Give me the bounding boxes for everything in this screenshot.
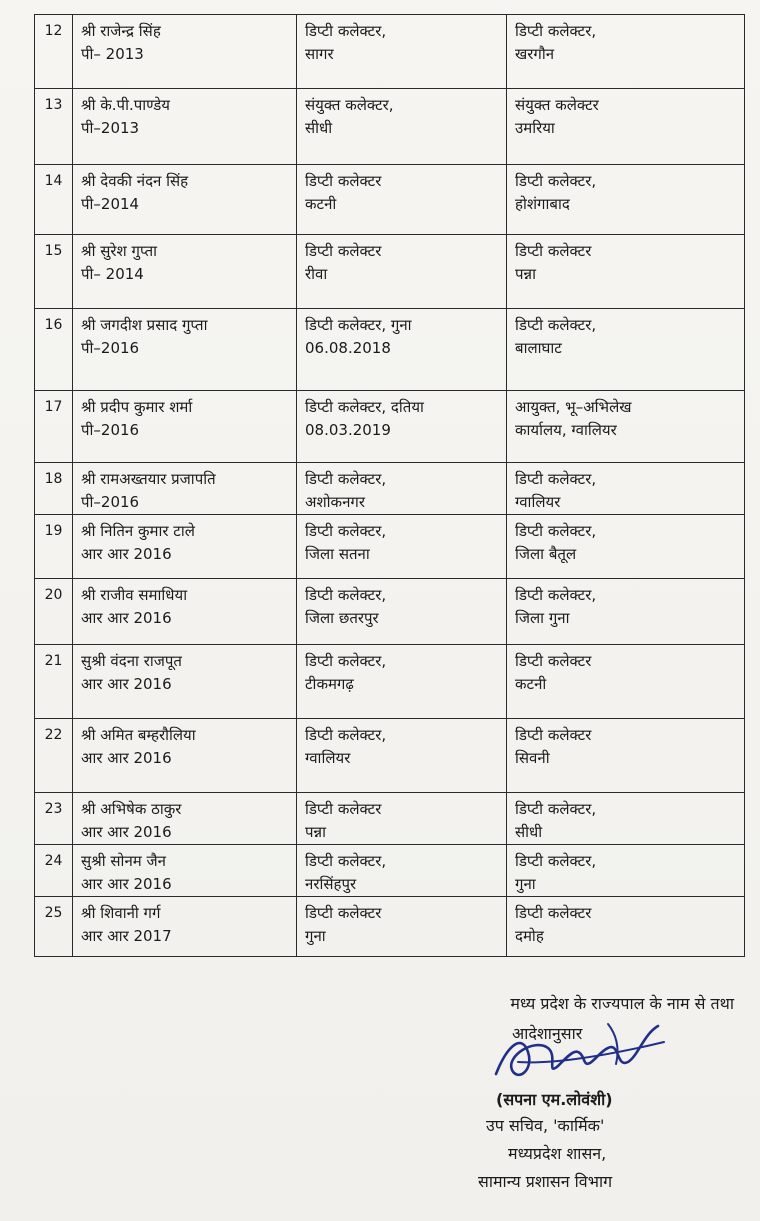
officer-cell: [73, 897, 297, 957]
new-post: डिप्टी कलेक्टर,: [515, 470, 597, 488]
officer-cell: [73, 89, 297, 165]
officer-batch: आर आर 2016: [81, 823, 172, 841]
new-post: डिप्टी कलेक्टर,: [515, 800, 597, 818]
new-place: दमोह: [515, 927, 544, 945]
table-row: [35, 793, 745, 845]
current-post: डिप्टी कलेक्टर,: [305, 470, 387, 488]
new-place: कार्यालय, ग्वालियर: [515, 421, 617, 439]
serial-number: 14: [44, 173, 63, 189]
current-post: डिप्टी कलेक्टर,: [305, 852, 387, 870]
new-place: कटनी: [515, 675, 547, 693]
current-place: जिला छतरपुर: [305, 609, 379, 627]
new-posting-cell: [507, 463, 745, 515]
new-post: डिप्टी कलेक्टर,: [515, 316, 597, 334]
serial-number-cell: [35, 897, 73, 957]
current-place: ग्वालियर: [305, 749, 351, 767]
table-row: [35, 463, 745, 515]
current-place: नरसिंहपुर: [305, 875, 357, 893]
by-order-line: आदेशानुसार: [512, 1024, 583, 1043]
current-place: 08.03.2019: [305, 421, 391, 439]
table-row: [35, 165, 745, 235]
officer-name: श्री सुरेश गुप्ता: [81, 242, 158, 260]
current-place: सीधी: [305, 119, 333, 137]
officer-cell: [73, 463, 297, 515]
current-post: डिप्टी कलेक्टर, दतिया: [305, 398, 424, 416]
new-place: सीधी: [515, 823, 543, 841]
current-post: डिप्टी कलेक्टर: [305, 800, 382, 818]
officer-cell: [73, 235, 297, 309]
officer-name: श्री राजीव समाधिया: [81, 586, 188, 604]
serial-number: 12: [44, 23, 63, 39]
department-name: सामान्य प्रशासन विभाग: [478, 1172, 613, 1191]
current-place: जिला सतना: [305, 545, 370, 563]
new-post: डिप्टी कलेक्टर: [515, 726, 592, 744]
new-posting-cell: [507, 165, 745, 235]
serial-number: 21: [44, 653, 63, 669]
current-post: डिप्टी कलेक्टर,: [305, 652, 387, 670]
new-posting-cell: [507, 515, 745, 579]
transfer-table-body: [35, 15, 745, 957]
table-row: [35, 391, 745, 463]
officer-cell: [73, 719, 297, 793]
new-posting-cell: [507, 897, 745, 957]
officer-name: श्री प्रदीप कुमार शर्मा: [81, 398, 193, 416]
officer-cell: [73, 15, 297, 89]
current-place: पन्ना: [305, 823, 326, 841]
officer-batch: पी–2013: [81, 119, 140, 137]
government-name: मध्यप्रदेश शासन,: [508, 1144, 607, 1163]
officer-batch: पी– 2013: [81, 45, 144, 63]
new-post: डिप्टी कलेक्टर: [515, 652, 592, 670]
new-post: संयुक्त कलेक्टर: [515, 96, 599, 114]
officer-name: श्री के.पी.पाण्डेय: [81, 96, 170, 114]
new-posting-cell: [507, 89, 745, 165]
new-post: डिप्टी कलेक्टर: [515, 242, 592, 260]
current-posting-cell: [297, 309, 507, 391]
officer-cell: [73, 515, 297, 579]
new-posting-cell: [507, 845, 745, 897]
new-posting-cell: [507, 793, 745, 845]
new-place: बालाघाट: [515, 339, 562, 357]
officer-batch: आर आर 2016: [81, 875, 172, 893]
current-post: डिप्टी कलेक्टर,: [305, 22, 387, 40]
officer-batch: पी–2016: [81, 339, 140, 357]
serial-number-cell: [35, 309, 73, 391]
serial-number-cell: [35, 165, 73, 235]
serial-number-cell: [35, 515, 73, 579]
new-posting-cell: [507, 309, 745, 391]
officer-name: श्री जगदीश प्रसाद गुप्ता: [81, 316, 208, 334]
current-posting-cell: [297, 845, 507, 897]
serial-number: 18: [44, 471, 63, 487]
current-post: डिप्टी कलेक्टर: [305, 904, 382, 922]
serial-number: 19: [44, 523, 63, 539]
table-row: [35, 579, 745, 645]
serial-number: 17: [44, 399, 63, 415]
serial-number: 13: [44, 97, 63, 113]
new-posting-cell: [507, 579, 745, 645]
new-post: डिप्टी कलेक्टर,: [515, 22, 597, 40]
officer-batch: पी– 2014: [81, 265, 144, 283]
current-posting-cell: [297, 793, 507, 845]
officer-name: श्री शिवानी गर्ग: [81, 904, 161, 922]
new-place: गुना: [515, 875, 536, 893]
serial-number: 25: [44, 905, 63, 921]
table-row: [35, 719, 745, 793]
current-post: डिप्टी कलेक्टर: [305, 172, 382, 190]
officer-batch: आर आर 2016: [81, 749, 172, 767]
officer-name: श्री नितिन कुमार टाले: [81, 522, 195, 540]
current-post: डिप्टी कलेक्टर,: [305, 522, 387, 540]
table-row: [35, 309, 745, 391]
officer-cell: [73, 645, 297, 719]
new-place: खरगौन: [515, 45, 555, 63]
current-posting-cell: [297, 897, 507, 957]
officer-cell: [73, 579, 297, 645]
serial-number-cell: [35, 719, 73, 793]
serial-number-cell: [35, 793, 73, 845]
serial-number-cell: [35, 391, 73, 463]
current-place: टीकमगढ़: [305, 675, 354, 693]
table-row: [35, 89, 745, 165]
new-place: सिवनी: [515, 749, 550, 767]
current-posting-cell: [297, 645, 507, 719]
serial-number: 20: [44, 587, 63, 603]
current-posting-cell: [297, 15, 507, 89]
new-post: डिप्टी कलेक्टर,: [515, 586, 597, 604]
officer-cell: [73, 309, 297, 391]
current-posting-cell: [297, 89, 507, 165]
serial-number-cell: [35, 645, 73, 719]
serial-number: 24: [44, 853, 63, 869]
officer-name: सुश्री सोनम जैन: [81, 852, 166, 870]
new-posting-cell: [507, 645, 745, 719]
serial-number: 22: [44, 727, 63, 743]
serial-number-cell: [35, 15, 73, 89]
table-row: [35, 15, 745, 89]
current-place: रीवा: [305, 265, 328, 283]
new-place: जिला बैतूल: [515, 545, 577, 563]
officer-name: श्री राजेन्द्र सिंह: [81, 22, 161, 40]
transfer-table: [34, 14, 745, 957]
officer-name: सुश्री वंदना राजपूत: [81, 652, 182, 670]
handwritten-signature: [488, 1004, 678, 1094]
new-post: डिप्टी कलेक्टर,: [515, 172, 597, 190]
serial-number: 16: [44, 317, 63, 333]
officer-name: श्री अमित बम्हरौलिया: [81, 726, 196, 744]
current-place: 06.08.2018: [305, 339, 391, 357]
officer-batch: पी–2014: [81, 195, 140, 213]
officer-cell: [73, 793, 297, 845]
new-place: उमरिया: [515, 119, 555, 137]
officer-name: श्री रामअख्तयार प्रजापति: [81, 470, 216, 488]
current-posting-cell: [297, 391, 507, 463]
current-posting-cell: [297, 165, 507, 235]
serial-number-cell: [35, 579, 73, 645]
new-place: पन्ना: [515, 265, 536, 283]
current-place: गुना: [305, 927, 326, 945]
new-posting-cell: [507, 15, 745, 89]
current-posting-cell: [297, 515, 507, 579]
current-posting-cell: [297, 235, 507, 309]
officer-name: श्री अभिषेक ठाकुर: [81, 800, 182, 818]
new-place: जिला गुना: [515, 609, 570, 627]
new-post: डिप्टी कलेक्टर,: [515, 852, 597, 870]
new-post: डिप्टी कलेक्टर: [515, 904, 592, 922]
officer-name: (सपना एम.लोवंशी): [496, 1090, 613, 1109]
serial-number: 23: [44, 801, 63, 817]
current-post: डिप्टी कलेक्टर, गुना: [305, 316, 412, 334]
officer-batch: पी–2016: [81, 493, 140, 511]
current-place: कटनी: [305, 195, 337, 213]
current-place: अशोकनगर: [305, 493, 365, 511]
current-posting-cell: [297, 579, 507, 645]
officer-cell: [73, 165, 297, 235]
serial-number: 15: [44, 243, 63, 259]
officer-batch: आर आर 2016: [81, 609, 172, 627]
officer-cell: [73, 845, 297, 897]
new-place: ग्वालियर: [515, 493, 561, 511]
officer-batch: आर आर 2016: [81, 545, 172, 563]
governor-order-line: मध्य प्रदेश के राज्यपाल के नाम से तथा: [510, 994, 734, 1013]
officer-designation: उप सचिव, 'कार्मिक': [486, 1116, 605, 1135]
serial-number-cell: [35, 463, 73, 515]
table-row: [35, 515, 745, 579]
officer-name: श्री देवकी नंदन सिंह: [81, 172, 189, 190]
table-row: [35, 845, 745, 897]
current-post: डिप्टी कलेक्टर: [305, 242, 382, 260]
table-row: [35, 897, 745, 957]
serial-number-cell: [35, 89, 73, 165]
new-posting-cell: [507, 391, 745, 463]
signature-block: [0, 986, 760, 1221]
officer-batch: आर आर 2016: [81, 675, 172, 693]
current-post: संयुक्त कलेक्टर,: [305, 96, 394, 114]
table-row: [35, 235, 745, 309]
current-post: डिप्टी कलेक्टर,: [305, 586, 387, 604]
table-row: [35, 645, 745, 719]
officer-cell: [73, 391, 297, 463]
serial-number-cell: [35, 235, 73, 309]
current-posting-cell: [297, 719, 507, 793]
current-place: सागर: [305, 45, 334, 63]
current-posting-cell: [297, 463, 507, 515]
new-place: होशंगाबाद: [515, 195, 570, 213]
new-post: डिप्टी कलेक्टर,: [515, 522, 597, 540]
officer-batch: आर आर 2017: [81, 927, 172, 945]
new-posting-cell: [507, 235, 745, 309]
officer-batch: पी–2016: [81, 421, 140, 439]
serial-number-cell: [35, 845, 73, 897]
new-post: आयुक्त, भू–अभिलेख: [515, 398, 632, 416]
new-posting-cell: [507, 719, 745, 793]
current-post: डिप्टी कलेक्टर,: [305, 726, 387, 744]
